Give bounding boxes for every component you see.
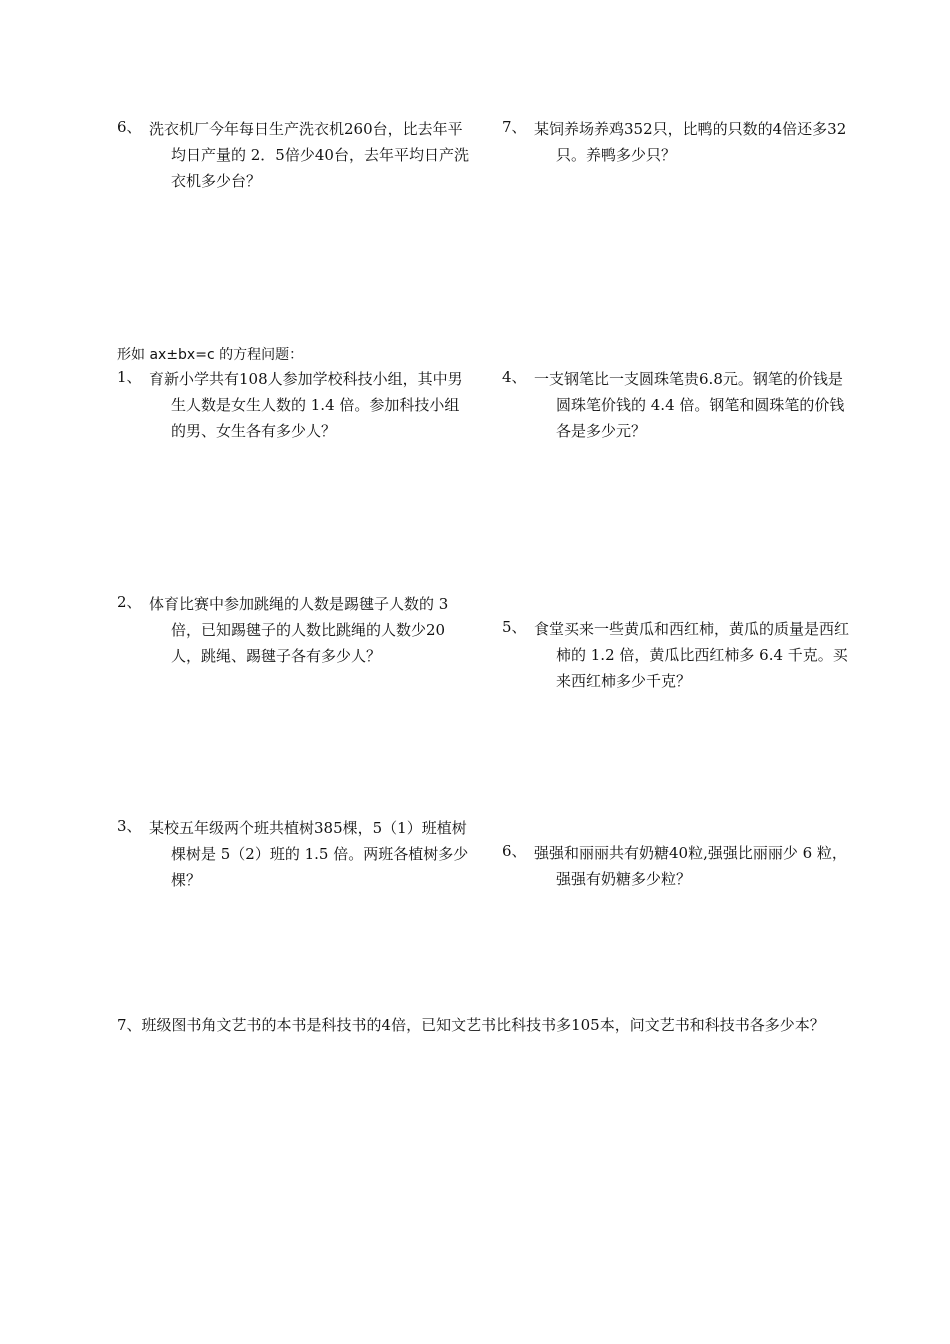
problem-text: 洗衣机厂今年每日生产洗衣机260台，比去年平均日产量的 2．5倍少40台，去年平均日产洗衣机多少台？ [149,120,469,190]
problem-4 [502,366,857,444]
problem-text: 某校五年级两个班共植树385棵，5（1）班植树棵树是 5（2）班的 1.5 倍。两班各植树多少棵？ [149,819,469,889]
problem-number: 4、 [502,368,527,386]
problem-number: 3、 [117,817,142,835]
problem-text: 食堂买来一些黄瓜和西红柿，黄瓜的质量是西红柿的 1.2 倍，黄瓜比西红柿多 6.4 千克。买来西红柿多少千克？ [534,620,850,690]
problem-text: 育新小学共有108人参加学校科技小组，其中男生人数是女生人数的 1.4 倍。参加科技小组的男、女生各有多少人？ [149,370,463,440]
problem-6 [502,840,857,892]
problem-text: 体育比赛中参加跳绳的人数是踢毽子人数的 3 倍，已知踢毽子的人数比跳绳的人数少20人，跳绳、踢毽子各有多少人？ [149,595,449,665]
problem-number: 2、 [117,593,142,611]
problem-number: 5、 [502,618,527,636]
problem-3 [117,815,469,893]
problem-number: 6、 [502,842,527,860]
problem-2 [117,591,469,669]
problem-7-top [502,116,857,168]
problem-6-top [117,116,469,194]
problem-text: 强强和丽丽共有奶糖40粒,强强比丽丽少 6 粒，强强有奶糖多少粒？ [534,844,847,888]
problem-number: 7、 [502,118,527,136]
problem-7-bottom: 7、班级图书角文艺书的本书是科技书的4倍，已知文艺书比科技书多105本，问文艺书和科技书各多少本？ [117,1016,825,1034]
problem-number: 1、 [117,368,142,386]
problem-text: 某饲养场养鸡352只，比鸭的只数的4倍还多32只。养鸭多少只？ [534,120,847,164]
problem-number: 6、 [117,118,142,136]
problem-1 [117,366,469,444]
problem-5 [502,616,857,694]
problem-text: 一支钢笔比一支圆珠笔贵6.8元。钢笔的价钱是圆珠笔价钱的 4.4 倍。钢笔和圆珠笔的价钱各是多少元？ [534,370,845,440]
section-heading: 形如 ax±bx=c 的方程问题： [117,347,304,363]
